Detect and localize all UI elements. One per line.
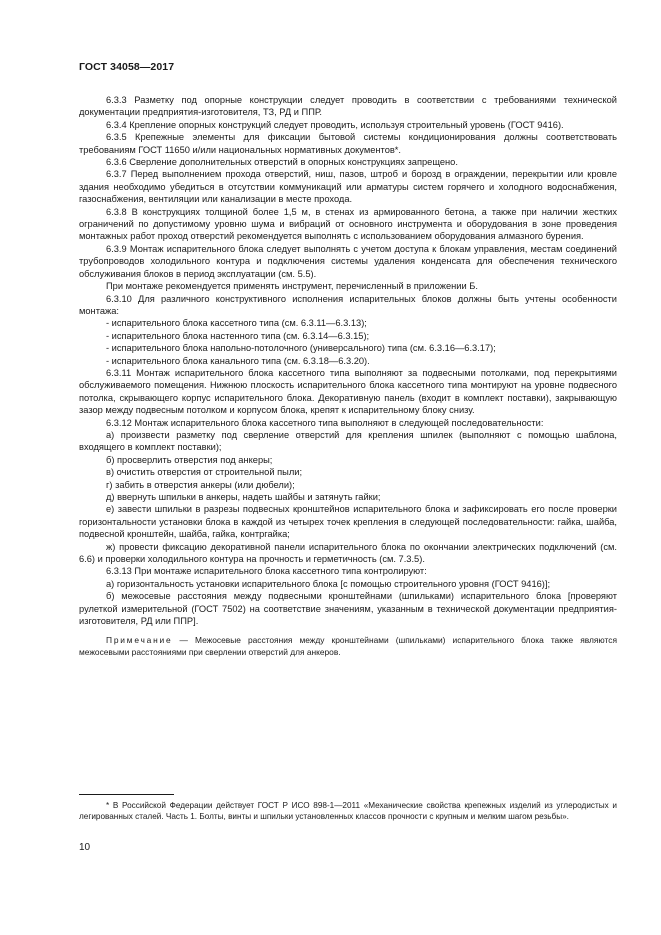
list-item: - испарительного блока кассетного типа (см. 6.3.11—6.3.13); xyxy=(106,318,367,329)
note-text: — Межосевые расстояния между кронштейнами (шпильками) испарительного блока также являются межосевыми расстояниями при сверлении отверстий для анкеров. xyxy=(79,635,617,657)
step-item: ж) провести фиксацию декоративной панели испарительного блока по окончании электрических подключений (см. 6.6) и проверки холодильного контура на прочность и герметичность (см. 7.3.5). xyxy=(79,541,617,565)
list-item: - испарительного блока напольно-потолочного (универсального) типа (см. 6.3.16—6.3.17); xyxy=(106,343,496,354)
paragraph-6-3-8: 6.3.8 В конструкциях толщиной более 1,5 м, в стенах из армированного бетона, а также при наличии жестких ограничений по допустимому уровню шума и вибраций от основного инструмента и оборудования в зоне проведения монтажных работ проход отверстий рекомендуется выполнять с использованием оборудования алмазного бурения. xyxy=(79,206,617,242)
document-header: ГОСТ 34058—2017 xyxy=(79,61,175,73)
footnote: * В Российской Федерации действует ГОСТ Р ИСО 898-1—2011 «Механические свойства крепежных изделий из углеродистых и легированных сталей. Часть 1. Болты, винты и шпильки установленных классов прочности с крупным и мелким шагом резьбы». xyxy=(79,801,617,822)
step-item: а) произвести разметку под сверление отверстий для крепления шпилек (выполняют с помощью шаблона, входящего в комплект поставки); xyxy=(79,429,617,453)
control-item: а) горизонтальность установки испарительного блока [с помощью строительного уровня (ГОСТ 9416)]; xyxy=(106,578,551,589)
step-item: б) просверлить отверстия под анкеры; xyxy=(106,454,273,465)
paragraph-6-3-12: 6.3.12 Монтаж испарительного блока кассетного типа выполняют в следующей последовательности: xyxy=(106,417,544,428)
step-item: в) очистить отверстия от строительной пыли; xyxy=(106,467,303,478)
note xyxy=(79,635,617,658)
document-body xyxy=(79,94,617,667)
control-item: б) межосевые расстояния между подвесными кронштейнами (шпильками) испарительного блока [проверяют рулеткой измерительной (ГОСТ 7502) на соответствие значениям, указанным в технической документации предприятия-изготовителя, РД или ППР]. xyxy=(79,591,617,627)
paragraph-6-3-9: 6.3.9 Монтаж испарительного блока следует выполнять с учетом доступа к блокам управления, местам соединений трубопроводов холодильного контура и подключения системы удаления конденсата для обеспечения технического обслуживания блоков в период эксплуатации (см. 5.5). xyxy=(79,243,617,279)
footnote-divider xyxy=(79,794,174,795)
list-item: - испарительного блока настенного типа (см. 6.3.14—6.3.15); xyxy=(106,330,370,341)
paragraph-6-3-10: 6.3.10 Для различного конструктивного исполнения испарительных блоков должны быть учтены особенности монтажа: xyxy=(79,293,617,316)
paragraph-6-3-4: 6.3.4 Крепление опорных конструкций следует проводить, используя строительный уровень (ГОСТ 9416). xyxy=(106,119,564,130)
paragraph-6-3-7: 6.3.7 Перед выполнением прохода отверстий, ниш, пазов, штроб и борозд в ограждении, перекрытии или кровле здания необходимо убедиться в отсутствии коммуникаций или арматуры систем горячего и холодного водоснабжения, газоснабжения, вентиляции или канализации в месте прохода. xyxy=(79,169,617,205)
paragraph-6-3-3: 6.3.3 Разметку под опорные конструкции следует проводить в соответствии с требованиями технической документации предприятия-изготовителя, ТЗ, РД и ППР. xyxy=(79,95,617,118)
list-item: - испарительного блока канального типа (см. 6.3.18—6.3.20). xyxy=(106,355,370,366)
step-item: г) забить в отверстия анкеры (или дюбели); xyxy=(106,479,295,490)
page-number: 10 xyxy=(79,842,91,853)
note-label: Примечание xyxy=(106,635,173,646)
paragraph-6-3-13: 6.3.13 При монтаже испарительного блока кассетного типа контролируют: xyxy=(106,566,427,577)
paragraph-6-3-5: 6.3.5 Крепежные элементы для фиксации бытовой системы кондиционирования должны соответствовать требованиям ГОСТ 11650 и/или национальных нормативных документов*. xyxy=(79,132,617,155)
step-item: д) ввернуть шпильки в анкеры, надеть шайбы и затянуть гайки; xyxy=(106,492,381,502)
paragraph-6-3-11: 6.3.11 Монтаж испарительного блока кассетного типа выполняют за подвесными потолками, под перекрытиями обслуживаемого помещения. Нижнюю плоскость испарительного блока кассетного типа монтируют на уровне подвесного потолка, скрывающего корпус испарительного блока. Декоративную панель (входит в комплект поставки), закрывающую зазор между подвесным потолком и корпусом блока, крепят к испарительному блоку снизу. xyxy=(79,367,617,416)
paragraph-6-3-6: 6.3.6 Сверление дополнительных отверстий в опорных конструкциях запрещено. xyxy=(106,157,458,168)
step-item: е) завести шпильки в разрезы подвесных кронштейнов испарительного блока и зафиксировать его после проверки горизонтальности установки блока в каждой из четырех точек крепления в следующей последовательности: гайка, шайба, подвесной кронштейн, шайба, гайка, контргайка; xyxy=(79,504,617,540)
paragraph-tools: При монтаже рекомендуется применять инструмент, перечисленный в приложении Б. xyxy=(106,281,478,292)
